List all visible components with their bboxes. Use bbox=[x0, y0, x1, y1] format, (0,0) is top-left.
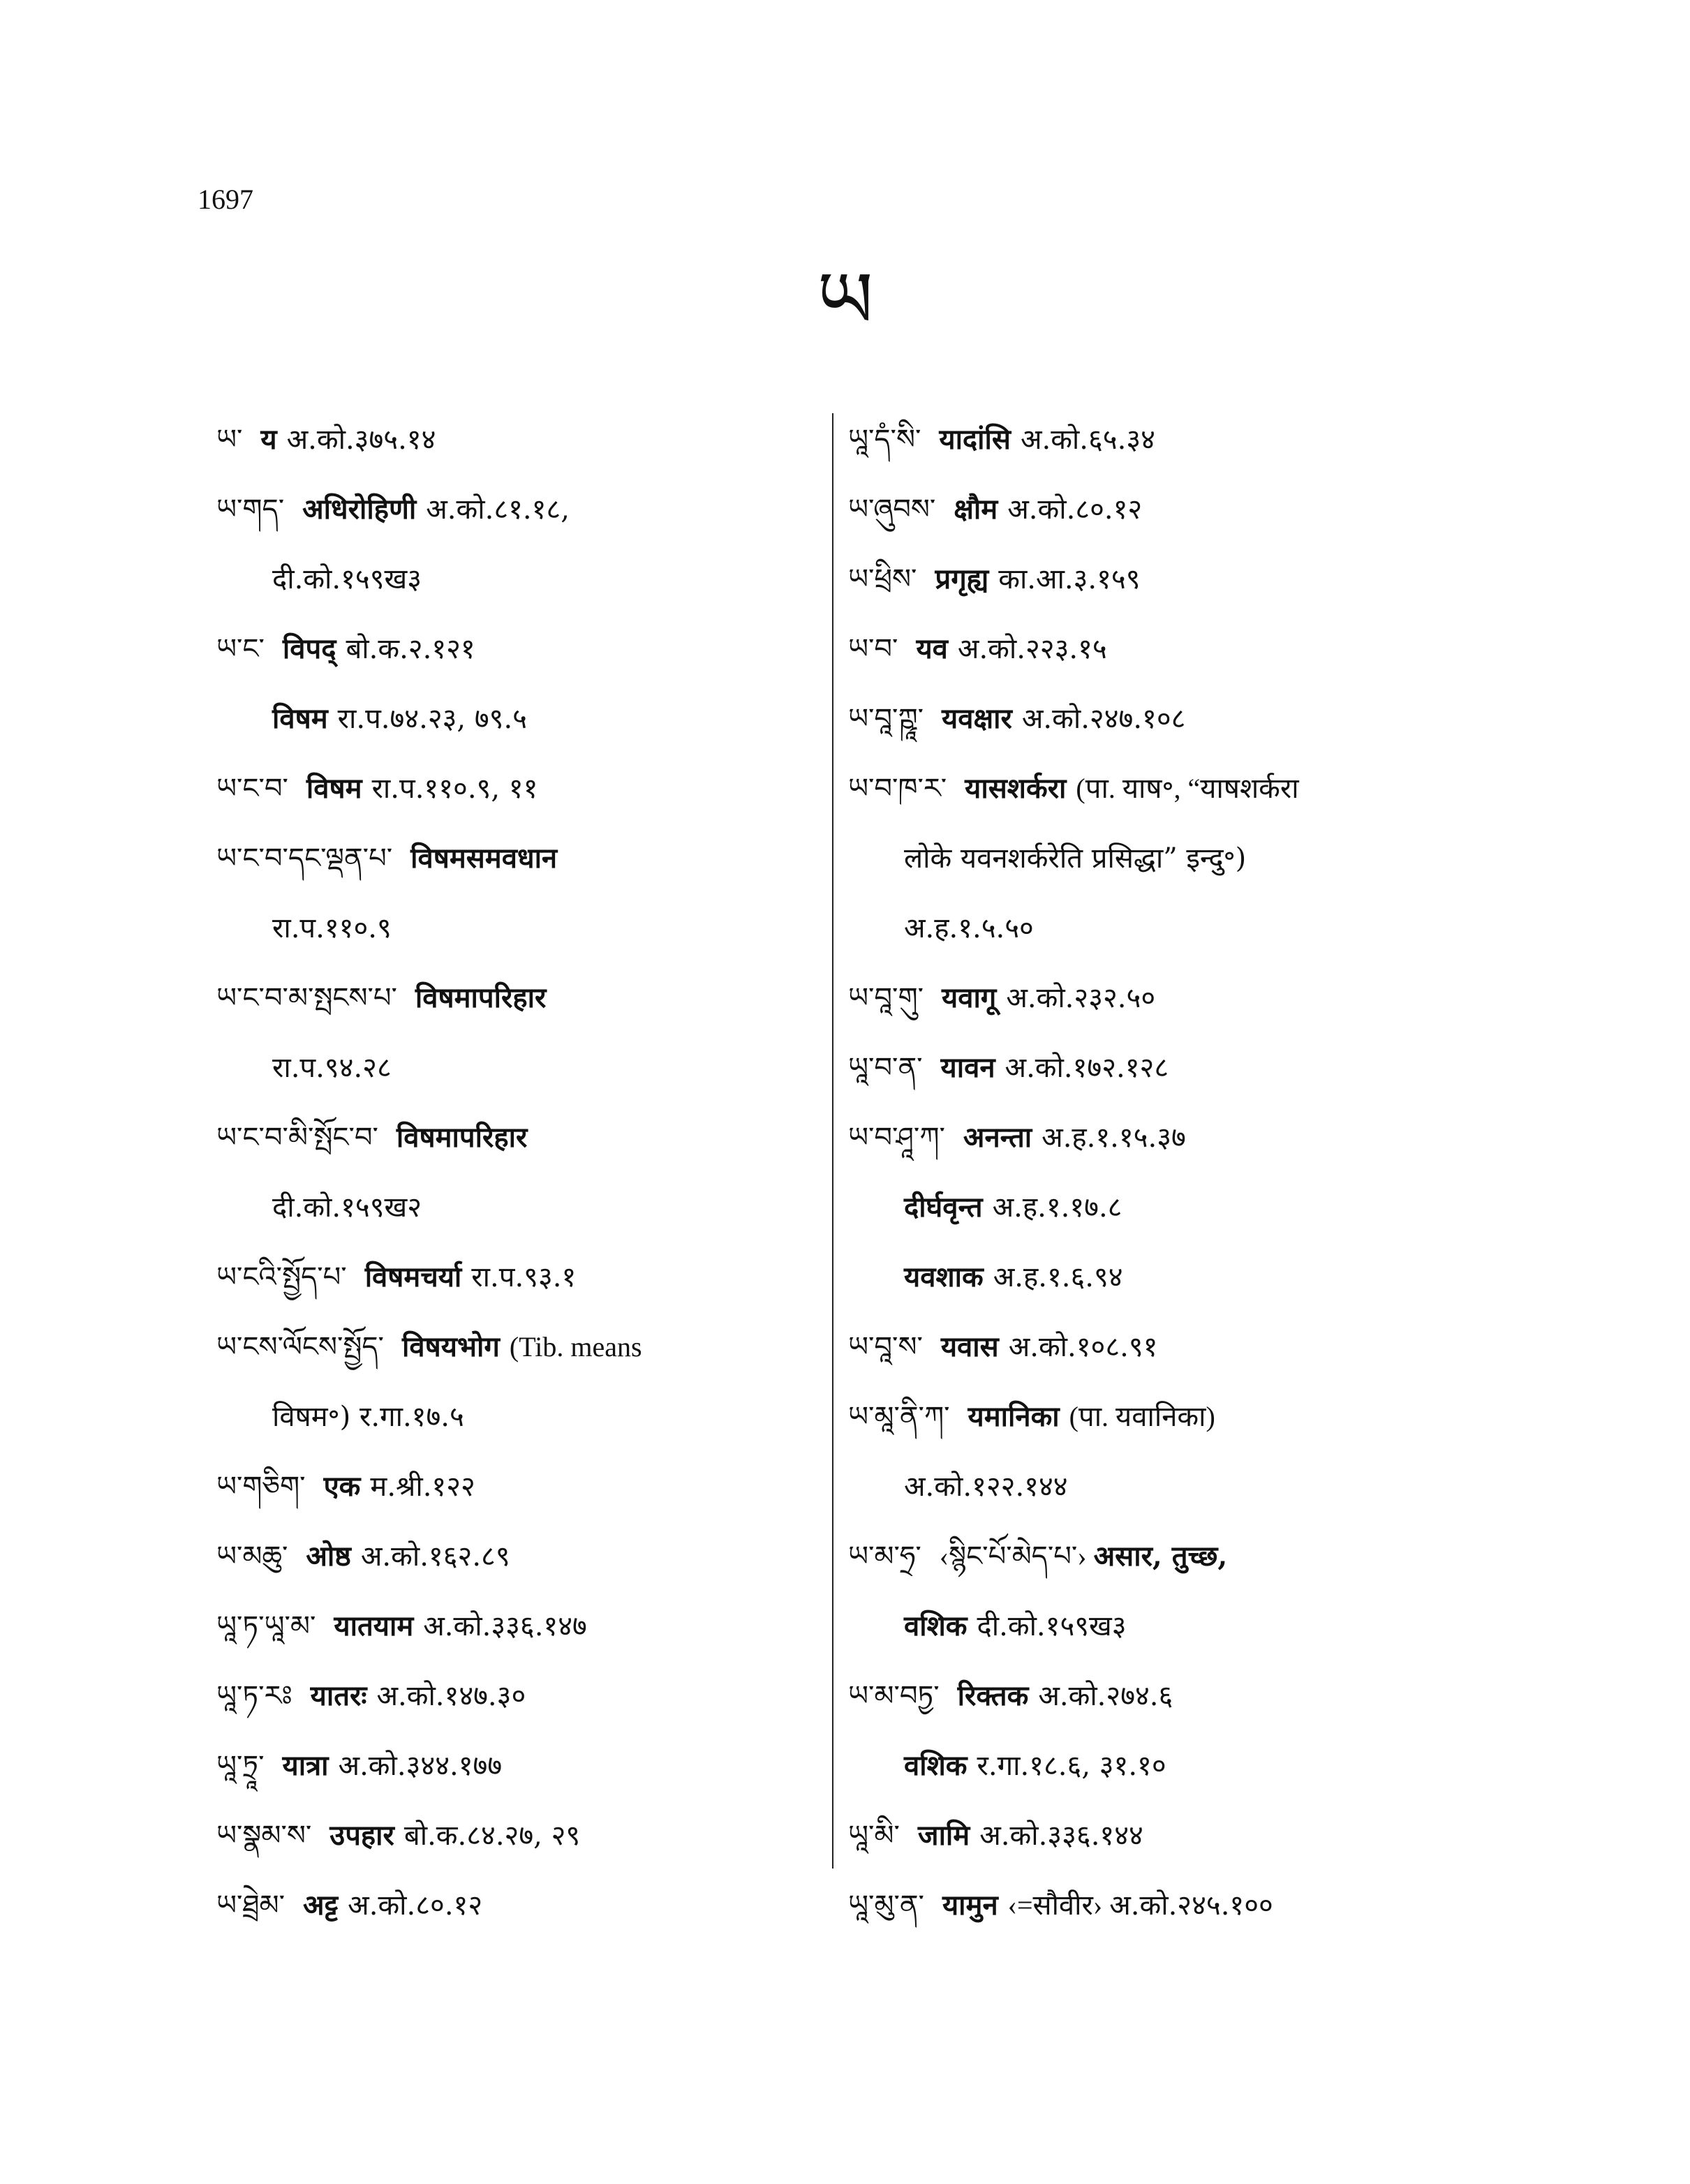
sanskrit-equivalent: ओष्ठ bbox=[306, 1540, 351, 1573]
dictionary-entry bbox=[848, 963, 1518, 1033]
dictionary-entry bbox=[216, 1242, 817, 1312]
left-column bbox=[216, 405, 817, 1940]
tibetan-headword: ཡཱ་མི་ bbox=[848, 1820, 900, 1852]
entry-continuation bbox=[216, 1173, 817, 1242]
sanskrit-equivalent: यातरः bbox=[310, 1679, 367, 1712]
source-reference: बो.क.८४.२७, २९ bbox=[403, 1820, 581, 1852]
entry-continuation bbox=[848, 1242, 1518, 1312]
sanskrit-equivalent: विषमापरिहार bbox=[396, 1121, 528, 1154]
source-reference: का.आ.३.१५९ bbox=[998, 563, 1141, 595]
dictionary-entry bbox=[216, 1522, 817, 1591]
source-reference: अ.ह.१.६.९४ bbox=[993, 1261, 1123, 1293]
dictionary-entry bbox=[848, 1871, 1518, 1940]
source-reference: अ.को.२७४.६ bbox=[1038, 1680, 1173, 1712]
sanskrit-equivalent: एक bbox=[323, 1470, 361, 1503]
dictionary-entry bbox=[216, 1871, 817, 1940]
sanskrit-equivalent: प्रगृह्य bbox=[935, 563, 989, 595]
tibetan-headword: ཡ་གད་ bbox=[216, 493, 285, 526]
sanskrit-equivalent: विषमचर्या bbox=[364, 1261, 462, 1293]
sanskrit-equivalent: उपहार bbox=[329, 1819, 394, 1852]
sanskrit-equivalent: यमानिका bbox=[968, 1400, 1060, 1433]
entry-note: (पा. याष॰, “याषशर्करा bbox=[1076, 773, 1299, 804]
sanskrit-equivalent: वशिक bbox=[904, 1610, 968, 1642]
source-reference: लोके यवनशर्करेति प्रसिद्धा” इन्दु॰) bbox=[904, 842, 1247, 875]
entry-continuation bbox=[848, 1452, 1518, 1522]
tibetan-headword: ཡ་ང་བ་དང་ལྡན་པ་ bbox=[216, 842, 393, 875]
source-reference: अ.को.१०८.९१ bbox=[1008, 1331, 1158, 1363]
tibetan-headword: ཡ་ཐྲེམ་ bbox=[216, 1889, 286, 1922]
sanskrit-equivalent: अधिरोहिणी bbox=[302, 493, 417, 526]
sanskrit-equivalent: य bbox=[260, 423, 277, 456]
sanskrit-equivalent: यावन bbox=[940, 1051, 995, 1084]
source-reference: विषम॰) र.गा.१७.५ bbox=[272, 1401, 464, 1433]
dictionary-entry bbox=[848, 684, 1518, 754]
source-reference: रा.प.९३.१ bbox=[471, 1261, 577, 1293]
dictionary-entry bbox=[216, 475, 817, 544]
source-reference: म.श्री.१२२ bbox=[370, 1471, 475, 1503]
sanskrit-equivalent: अट्ट bbox=[303, 1889, 339, 1922]
tibetan-headword: ཡཱ་བ་ན་ bbox=[848, 1052, 923, 1084]
tibetan-headword: ཡ་གཅིག་ bbox=[216, 1471, 306, 1503]
entry-continuation bbox=[216, 544, 817, 614]
dictionary-entry bbox=[216, 1731, 817, 1801]
source-reference: बो.क.२.१२१ bbox=[346, 633, 475, 665]
entry-continuation bbox=[848, 1731, 1518, 1801]
tibetan-headword: ཡ་ང་ bbox=[216, 633, 265, 665]
sanskrit-equivalent: यवास bbox=[940, 1330, 999, 1363]
sanskrit-equivalent: रिक्तक bbox=[957, 1679, 1029, 1712]
tibetan-headword: ཡ་བ་ཤཱ་ཀ་ bbox=[848, 1122, 945, 1154]
sanskrit-equivalent: यवक्षार bbox=[942, 702, 1012, 735]
dictionary-entry bbox=[848, 1103, 1518, 1173]
source-reference: अ.को.२२३.१५ bbox=[957, 633, 1107, 665]
entry-continuation bbox=[848, 824, 1518, 893]
source-reference: अ.को.३७५.१४ bbox=[286, 424, 436, 456]
tibetan-headword: ཡ་ང་བ་ bbox=[216, 773, 288, 805]
source-reference: अ.को.१६२.८९ bbox=[360, 1540, 510, 1573]
source-reference: अ.को.६५.३४ bbox=[1020, 424, 1155, 456]
column-divider bbox=[832, 413, 833, 1869]
tibetan-headword: ཡ་བ་ཁ་ར་ bbox=[848, 773, 947, 805]
tibetan-headword: ཡ་ངའི་སྤྱོད་པ་ bbox=[216, 1261, 347, 1293]
entry-continuation bbox=[848, 1173, 1518, 1242]
tibetan-headword: ཡ་ང་བ་མི་སྤོང་བ་ bbox=[216, 1122, 378, 1154]
tibetan-headword: ཡ་མ་ཧྲ་ bbox=[848, 1540, 921, 1573]
dictionary-entry bbox=[216, 614, 817, 684]
tibetan-headword: ཡཱ་ཏྲཱ་ bbox=[216, 1750, 265, 1782]
sanskrit-equivalent: यवशाक bbox=[904, 1261, 984, 1293]
sanskrit-equivalent: दीर्घवृन्त bbox=[904, 1191, 983, 1224]
tibetan-headword: ཡ་བཱ་ཀྵཱ་ bbox=[848, 703, 924, 735]
source-reference: रा.प.११०.९ bbox=[272, 912, 392, 944]
dictionary-entry bbox=[216, 405, 817, 475]
dictionary-entry bbox=[848, 1522, 1518, 1591]
entry-continuation bbox=[216, 1033, 817, 1103]
entry-continuation bbox=[216, 893, 817, 963]
source-reference: दी.को.१५९ख३ bbox=[272, 563, 422, 595]
dictionary-entry bbox=[848, 1382, 1518, 1452]
page-number: 1697 bbox=[198, 184, 253, 215]
tibetan-headword: ཡ་ཞུབས་ bbox=[848, 493, 936, 526]
sanskrit-equivalent: असार, तुच्छ, bbox=[1093, 1540, 1228, 1573]
tibetan-headword: ཡ་ཕྲིས་ bbox=[848, 563, 917, 595]
sanskrit-equivalent: विषयभोग bbox=[401, 1330, 500, 1363]
source-reference: अ.को.२३२.५० bbox=[1006, 982, 1156, 1014]
dictionary-entry bbox=[216, 1312, 817, 1382]
sanskrit-equivalent: विषम bbox=[306, 772, 362, 805]
source-reference: अ.को.१४७.३० bbox=[376, 1680, 526, 1712]
dictionary-entry bbox=[216, 1591, 817, 1661]
tibetan-headword: ཡ་ bbox=[216, 424, 243, 456]
dictionary-entry bbox=[216, 754, 817, 824]
sanskrit-equivalent: यवागू bbox=[942, 981, 997, 1014]
dictionary-entry bbox=[848, 1033, 1518, 1103]
source-reference: दी.को.१५९ख३ bbox=[977, 1610, 1127, 1642]
tibetan-headword: ཡ་བཱ་གུ་ bbox=[848, 982, 924, 1014]
tibetan-headword: ཡ་བ་ bbox=[848, 633, 898, 665]
entry-note: ‹=सौवीर› bbox=[1007, 1889, 1110, 1921]
source-reference: अ.को.१२२.१४४ bbox=[904, 1471, 1068, 1503]
tibetan-headword: ཡ་མ་བཏྱ་ bbox=[848, 1680, 940, 1712]
tibetan-headword: ཡ་མཱ་ནི་ཀ་ bbox=[848, 1401, 950, 1433]
sanskrit-equivalent: क्षौम bbox=[954, 493, 998, 526]
dictionary-entry bbox=[848, 754, 1518, 824]
source-reference: अ.को.८०.१२ bbox=[348, 1889, 483, 1922]
entry-continuation bbox=[848, 1591, 1518, 1661]
sanskrit-equivalent: यामुन bbox=[942, 1889, 998, 1922]
source-reference: अ.ह.१.१७.८ bbox=[992, 1191, 1122, 1224]
source-reference: र.गा.१८.६, ३१.१० bbox=[977, 1750, 1166, 1782]
tibetan-headword: ཡ་ངས་ལོངས་སྤྱོད་ bbox=[216, 1331, 384, 1363]
sanskrit-equivalent: जामि bbox=[917, 1819, 970, 1852]
dictionary-entry bbox=[848, 1312, 1518, 1382]
source-reference: अ.को.२४७.१०८ bbox=[1021, 703, 1186, 735]
section-heading-letter: ཡ bbox=[816, 255, 874, 346]
entry-note: ‹སྙིང་པོ་མེད་པ་› bbox=[939, 1540, 1094, 1572]
source-reference: अ.को.१७२.१२८ bbox=[1005, 1052, 1169, 1084]
source-reference: अ.को.२४५.१०० bbox=[1109, 1889, 1273, 1922]
sanskrit-equivalent: वशिक bbox=[904, 1749, 968, 1782]
dictionary-entry bbox=[216, 1661, 817, 1731]
dictionary-entry bbox=[848, 544, 1518, 614]
dictionary-entry bbox=[216, 963, 817, 1033]
dictionary-entry bbox=[216, 1452, 817, 1522]
tibetan-headword: ཡཱ་ཏ་རཿ bbox=[216, 1680, 292, 1712]
source-reference: दी.को.१५९ख२ bbox=[272, 1191, 422, 1224]
dictionary-entry bbox=[848, 614, 1518, 684]
sanskrit-equivalent: यासशर्करा bbox=[965, 772, 1067, 805]
tibetan-headword: ཡཱ་ཏ་ཡཱ་མ་ bbox=[216, 1610, 316, 1642]
source-reference: अ.को.३४४.१७७ bbox=[338, 1750, 503, 1782]
dictionary-entry bbox=[216, 1801, 817, 1871]
tibetan-headword: ཡ་བཱ་ས་ bbox=[848, 1331, 923, 1363]
entry-continuation bbox=[216, 684, 817, 754]
dictionary-entry bbox=[216, 824, 817, 893]
entry-note: (Tib. means bbox=[509, 1331, 642, 1362]
sanskrit-equivalent: यातयाम bbox=[334, 1610, 414, 1642]
source-reference: अ.को.३३६.१४४ bbox=[979, 1820, 1143, 1852]
source-reference: अ.को.३३६.१४७ bbox=[423, 1610, 587, 1642]
sanskrit-equivalent: अनन्ता bbox=[963, 1121, 1032, 1154]
source-reference: रा.प.११०.९, ११ bbox=[371, 773, 538, 805]
sanskrit-equivalent: विपद् bbox=[282, 632, 336, 665]
source-reference: रा.प.७४.२३, ७९.५ bbox=[337, 703, 527, 735]
tibetan-headword: ཡ་སྣམ་ས་ bbox=[216, 1820, 312, 1852]
tibetan-headword: ཡཱ་དཾ་སི་ bbox=[848, 424, 921, 456]
sanskrit-equivalent: यव bbox=[916, 632, 948, 665]
source-reference: अ.को.८१.१८, bbox=[426, 493, 570, 526]
source-reference: रा.प.९४.२८ bbox=[272, 1052, 392, 1084]
dictionary-entry bbox=[848, 1661, 1518, 1731]
dictionary-entry bbox=[216, 1103, 817, 1173]
source-reference: अ.ह.१.१५.३७ bbox=[1042, 1122, 1186, 1154]
tibetan-headword: ཡཱ་མུ་ན་ bbox=[848, 1889, 924, 1922]
entry-continuation bbox=[216, 1382, 817, 1452]
entry-note: (पा. यवानिका) bbox=[1069, 1401, 1215, 1432]
sanskrit-equivalent: यात्रा bbox=[282, 1749, 329, 1782]
tibetan-headword: ཡ་ང་བ་མ་སྤངས་པ་ bbox=[216, 982, 397, 1014]
sanskrit-equivalent: विषमसमवधान bbox=[410, 842, 558, 875]
sanskrit-equivalent: विषम bbox=[272, 702, 328, 735]
sanskrit-equivalent: विषमापरिहार bbox=[415, 981, 547, 1014]
entry-continuation bbox=[848, 893, 1518, 963]
dictionary-entry bbox=[848, 405, 1518, 475]
dictionary-entry bbox=[848, 1801, 1518, 1871]
sanskrit-equivalent: यादांसि bbox=[939, 423, 1011, 456]
right-column bbox=[848, 405, 1518, 1940]
source-reference: अ.को.८०.१२ bbox=[1007, 493, 1143, 526]
dictionary-entry bbox=[848, 475, 1518, 544]
tibetan-headword: ཡ་མཆུ་ bbox=[216, 1540, 288, 1573]
source-reference: अ.ह.१.५.५० bbox=[904, 912, 1034, 944]
